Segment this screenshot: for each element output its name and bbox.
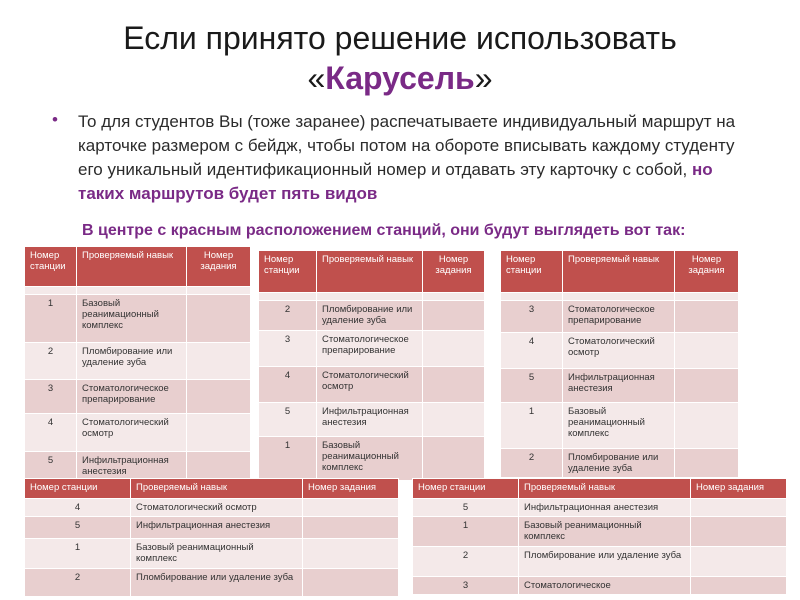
- cell-station: 5: [413, 499, 519, 517]
- cell-skill: Инфильтрационная анестезия: [77, 452, 187, 486]
- cell-task: [423, 437, 485, 481]
- header-task: Номер задания: [303, 479, 399, 499]
- cell-task: [187, 343, 251, 380]
- cell-task: [187, 414, 251, 452]
- header-task: Номер задания: [691, 479, 787, 499]
- cell-task: [691, 499, 787, 517]
- cell-station: 3: [501, 301, 563, 333]
- bullet-marker: •: [52, 110, 58, 129]
- cell-station: 3: [25, 380, 77, 414]
- cell-station: 1: [259, 437, 317, 481]
- header-station: Номер станции: [259, 251, 317, 293]
- cell-station: 4: [501, 333, 563, 369]
- cell-station: 3: [413, 577, 519, 595]
- cell-skill: Стоматологическое препарирование: [563, 301, 675, 333]
- route-table-2: [258, 250, 485, 481]
- cell-skill: Стоматологический осмотр: [77, 414, 187, 452]
- cell-skill: Пломбирование или удаление зуба: [317, 301, 423, 331]
- header-station: Номер станции: [25, 247, 77, 287]
- cell-station: 3: [259, 331, 317, 367]
- header-skill: Проверяемый навык: [519, 479, 691, 499]
- cell-task: [691, 547, 787, 577]
- header-skill: Проверяемый навык: [563, 251, 675, 293]
- cell-station: 2: [25, 569, 131, 597]
- cell-task: [303, 539, 399, 569]
- cell-task: [675, 333, 739, 369]
- cell-task: [675, 301, 739, 333]
- cell-skill: Стоматологический осмотр: [131, 499, 303, 517]
- cell-station: 5: [501, 369, 563, 403]
- cell-skill: Пломбирование или удаление зуба: [77, 343, 187, 380]
- cell-skill: Базовый реанимационный комплекс: [317, 437, 423, 481]
- cell-station: 2: [501, 449, 563, 478]
- cell-task: [423, 403, 485, 437]
- cell-skill: Стоматологическое препарирование: [317, 331, 423, 367]
- cell-skill: Стоматологический осмотр: [563, 333, 675, 369]
- cell-station: 4: [25, 414, 77, 452]
- cell-station: 5: [25, 517, 131, 539]
- cell-skill: Инфильтрационная анестезия: [317, 403, 423, 437]
- cell-skill: Стоматологическое препарирование: [77, 380, 187, 414]
- header-task: Номер задания: [423, 251, 485, 293]
- route-table-3: [500, 250, 739, 478]
- cell-station: 1: [25, 539, 131, 569]
- cell-station: 5: [259, 403, 317, 437]
- cell-station: 5: [25, 452, 77, 486]
- route-table-4: [24, 478, 399, 597]
- cell-station: 1: [25, 295, 77, 343]
- cell-skill: Стоматологический осмотр: [317, 367, 423, 403]
- tables-subtitle: В центре с красным расположением станций, они будут выглядеть вот так:: [82, 222, 686, 239]
- header-station: Номер станции: [413, 479, 519, 499]
- cell-skill: Базовый реанимационный комплекс: [563, 403, 675, 449]
- cell-task: [423, 301, 485, 331]
- cell-skill: Пломбирование или удаление зуба: [131, 569, 303, 597]
- cell-skill: Инфильтрационная анестезия: [563, 369, 675, 403]
- cell-station: 2: [25, 343, 77, 380]
- cell-station: 4: [25, 499, 131, 517]
- cell-skill: Базовый реанимационный комплекс: [77, 295, 187, 343]
- body-paragraph: [78, 110, 758, 206]
- slide-title: [0, 18, 800, 98]
- cell-skill: Пломбирование или удаление зуба: [519, 547, 691, 577]
- cell-task: [303, 517, 399, 539]
- cell-task: [303, 569, 399, 597]
- cell-task: [303, 499, 399, 517]
- cell-station: 2: [259, 301, 317, 331]
- paragraph-text: То для студентов Вы (тоже заранее) распечатываете индивидуальный маршрут на карточке размером с бейдж, чтобы потом на обороте вписывать каждому студенту его уникальный идентификационный номер и отдавать эту карточку с собой,: [78, 112, 736, 179]
- cell-station: 2: [413, 547, 519, 577]
- cell-skill: Базовый реанимационный комплекс: [519, 517, 691, 547]
- cell-station: 1: [501, 403, 563, 449]
- title-highlight: Карусель: [325, 60, 475, 96]
- cell-station: 4: [259, 367, 317, 403]
- cell-skill: Стоматологическое: [519, 577, 691, 595]
- header-task: Номер задания: [187, 247, 251, 287]
- cell-task: [187, 380, 251, 414]
- title-line1: Если принято решение использовать: [123, 20, 677, 56]
- paragraph-highlight: но таких маршрутов будет пять видов: [78, 160, 713, 203]
- cell-task: [675, 369, 739, 403]
- cell-task: [675, 449, 739, 478]
- header-station: Номер станции: [25, 479, 131, 499]
- route-table-5: [412, 478, 787, 595]
- header-station: Номер станции: [501, 251, 563, 293]
- cell-task: [691, 517, 787, 547]
- title-quote-open: «: [307, 60, 326, 96]
- header-skill: Проверяемый навык: [317, 251, 423, 293]
- title-quote-close: »: [474, 60, 493, 96]
- cell-skill: Базовый реанимационный комплекс: [131, 539, 303, 569]
- header-skill: Проверяемый навык: [77, 247, 187, 287]
- header-task: Номер задания: [675, 251, 739, 293]
- cell-skill: Инфильтрационная анестезия: [131, 517, 303, 539]
- header-skill: Проверяемый навык: [131, 479, 303, 499]
- cell-task: [691, 577, 787, 595]
- cell-task: [423, 367, 485, 403]
- cell-task: [423, 331, 485, 367]
- route-table-1: [24, 246, 251, 486]
- cell-task: [675, 403, 739, 449]
- cell-skill: Пломбирование или удаление зуба: [563, 449, 675, 478]
- cell-task: [187, 295, 251, 343]
- cell-station: 1: [413, 517, 519, 547]
- cell-skill: Инфильтрационная анестезия: [519, 499, 691, 517]
